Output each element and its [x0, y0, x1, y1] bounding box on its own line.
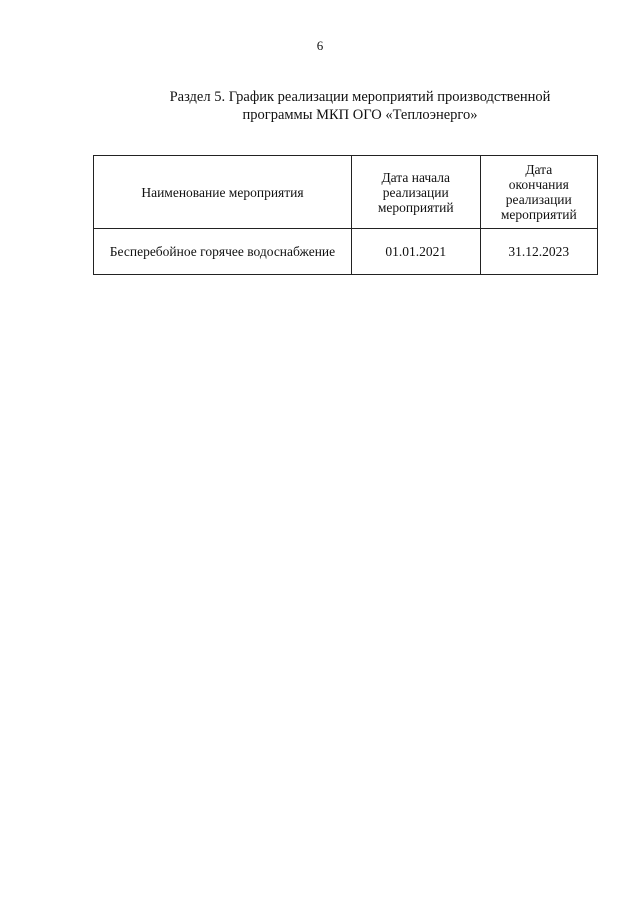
- page-number: 6: [316, 38, 324, 53]
- cell-event-name: Бесперебойное горячее водоснабжение: [94, 229, 352, 275]
- header-start-line: мероприятий: [377, 199, 454, 215]
- header-start-date: [351, 156, 480, 229]
- header-start-line: Дата начала: [381, 169, 451, 185]
- cell-end-date: 31.12.2023: [480, 229, 597, 275]
- section-title-line-1: Раздел 5. График реализации мероприятий производственной: [169, 89, 551, 105]
- header-end-line: Дата: [525, 162, 553, 177]
- schedule-table: [93, 155, 598, 275]
- table-header-row: [94, 156, 598, 229]
- header-end-date: [480, 156, 597, 229]
- cell-start-date: 01.01.2021: [351, 229, 480, 275]
- header-event-name: Наименование мероприятия: [94, 156, 352, 229]
- section-title-line-2: программы МКП ОГО «Теплоэнерго»: [242, 107, 478, 123]
- section-title: [90, 88, 630, 124]
- header-start-line: реализации: [382, 184, 449, 200]
- header-end-line: мероприятий: [500, 207, 577, 222]
- header-end-line: окончания: [508, 177, 569, 192]
- header-end-line: реализации: [505, 192, 572, 207]
- table-row: [94, 229, 598, 275]
